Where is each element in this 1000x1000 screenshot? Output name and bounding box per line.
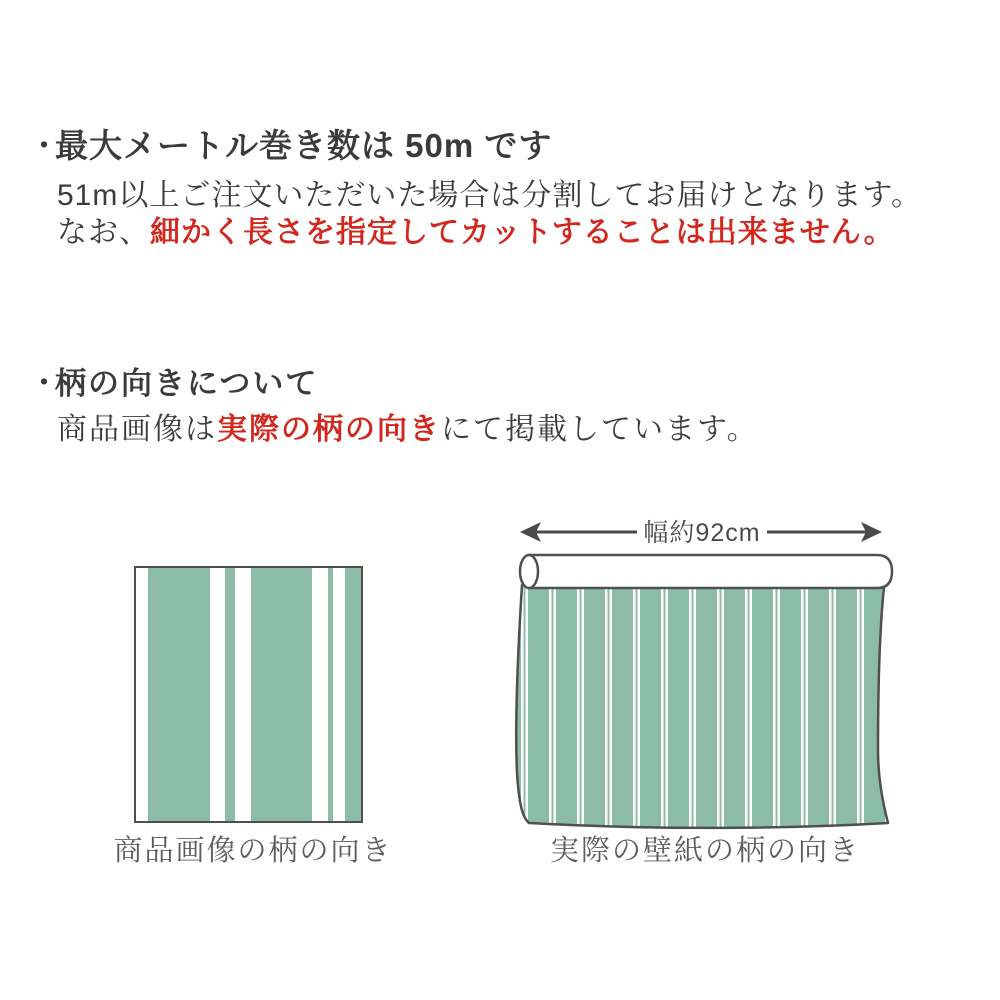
actual-wallpaper-caption: 実際の壁紙の柄の向き [549,835,860,867]
max-roll-body-line2 [57,218,895,248]
product-image-caption: 商品画像の柄の向き [113,835,393,867]
product-image-swatch-illustration [134,566,363,823]
pattern-direction-heading-text: 柄の向きについて [55,366,319,401]
roll-tube [520,555,892,588]
roll-end-cap-icon [520,555,538,588]
bullet-icon: ・ [30,367,61,398]
max-roll-heading-text: 最大メートル巻き数は 50m です [55,127,553,164]
pattern-direction-body-prefix: 商品画像は [57,413,217,446]
max-roll-heading [30,129,552,162]
pattern-direction-heading [30,368,318,399]
max-roll-body-line1: 51m以上ご注文いただいた場合は分割してお届けとなります。 [57,179,922,212]
pattern-direction-body [57,415,759,445]
bullet-icon: ・ [30,130,60,161]
actual-pattern-direction-highlight: 実際の柄の向き [217,413,441,446]
wallpaper-sheet [516,585,888,828]
max-roll-body-line2-prefix: なお、 [57,216,150,249]
no-custom-cut-warning: 細かく長さを指定してカットすることは出来ません。 [150,216,895,249]
wallpaper-roll-illustration [505,505,915,855]
pattern-direction-body-suffix: にて掲載しています。 [441,413,759,446]
width-label: 幅約92cm [643,519,761,547]
